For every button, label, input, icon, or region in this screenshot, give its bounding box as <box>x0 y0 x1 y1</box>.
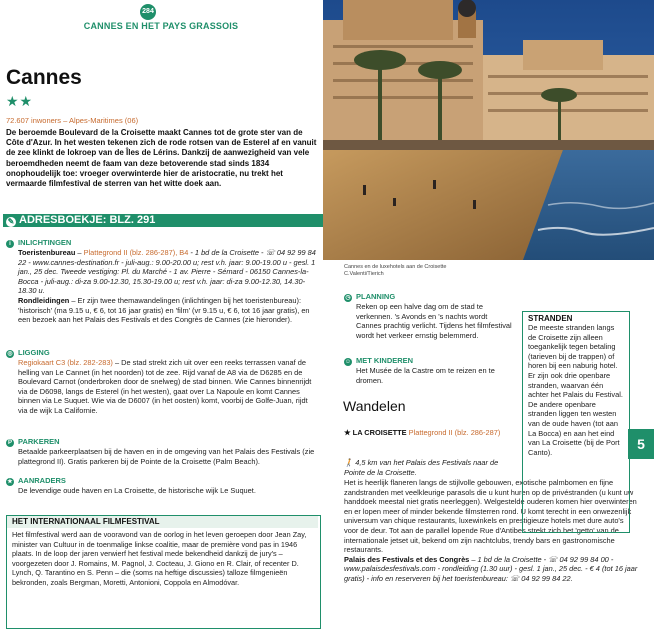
palais-details: – 1 bd de la Croisette - ☏ 04 92 99 84 00 - www.palaisdesfestivals.com - rondleiding (1.30 uur) - gesl. 1 jan., 25 dec. - € 4 (tot 16 jaar gratis) - info en reserveren bij het toeristenbureau: ☏ 04 92 99 84 22. <box>344 554 638 583</box>
la-croisette-subheading <box>344 428 514 438</box>
stranden-heading: STRANDEN <box>528 314 573 323</box>
photo-credit: C.Valenti/Tierich <box>344 270 384 277</box>
page-title: Cannes <box>6 66 82 89</box>
wandelen-text: Het is heerlijk flaneren langs de stijlvolle gebouwen, exotische palmbomen en fijne zandstranden met veelkleurige parasols die u kunt huren op de privéstranden (u kunt uw handdoek meestal niet gratis neerleggen). Welgestelde ouderen komen hier overwinteren en er lopen meer of minder bekende filmsterren rond. U komt terecht in een onwezenlijk universum van chique restaurants, luxewinkels en prestigieuze hotels met dure auto's voor de deur. Tot aan de parallel lopende Rue d'Antibes strekt zich het 'getto' van de internationale jetset uit, bekend om zijn nachtclubs, trendy bars en gastronomische restaurants. <box>344 478 637 555</box>
region-title: CANNES EN HET PAYS GRASSOIS <box>83 21 239 31</box>
toeristenbureau-text: Toeristenbureau – Plattegrond II (blz. 286-287), B4 - 1 bd de la Croisette - ☏ 04 92 99 84 22 - www.cannes-destination.fr - juli-aug.: 9.00-20.00 u; rest v.h. jaar: 9.00-19.00 u - gesl. 1 jan., 25 dec. Tweede vestiging: Pl. du Marché - 1 av. Pierre - Sémard - 06150 Cannes-la-Bocca - juli-aug.: di-za 9.00-12.30, 15.30-19.00 u; rest v.h. jaar: di-za 9.00-12.30, 14.30-18.30 u. <box>18 248 316 296</box>
la-croisette-map-link[interactable]: Plattegrond II (blz. 286-287) <box>406 428 501 437</box>
children-icon: ☺ <box>344 359 352 365</box>
inlichtingen-section <box>6 238 319 325</box>
location-icon: ◎ <box>7 351 13 357</box>
address-book-icon: ✎ <box>7 217 15 226</box>
page-number-badge: 284 <box>140 4 156 20</box>
ligging-text <box>6 358 319 416</box>
stranden-text: De meeste stranden langs de Croisette zijn alleen toegankelijk tegen betaling (tarieven bij de trappen) of horen bij een naburig hotel. Er zijn ook drie openbare stranden, waarvan één achter het Palais du Festival. De andere openbare stranden liggen ten westen van de oude haven (tot aan La Bocca) en aan het eind van La Croisette (bij de Port Canto). <box>528 323 623 457</box>
met-kinderen-text: Het Musée de la Castre om te reizen en te dromen. <box>356 366 495 385</box>
planning-heading: PLANNING <box>356 292 396 301</box>
ligging-heading: LIGGING <box>18 348 50 357</box>
met-kinderen-heading: MET KINDEREN <box>356 356 414 365</box>
address-book-bar <box>3 214 323 227</box>
ligging-map-link[interactable]: Regiokaart C3 (blz. 282-283) <box>18 358 113 367</box>
la-croisette-title: ★ LA CROISETTE <box>344 428 407 437</box>
walk-icon: 🚶 <box>344 458 354 467</box>
aanraders-section <box>6 476 319 496</box>
aanraders-text: De levendige oude haven en La Croisette, de historische wijk Le Suquet. <box>18 486 256 495</box>
filmfestival-text: Het filmfestival werd aan de vooravond van de oorlog in het leven geroepen door Jean Zay, minister van Cultuur in de toenmalige linkse coalitie, maar de première vond pas in 1946 plaats. In de loop der jaren verwierf het festival mede bekendheid dankzij de jury's – voorgezeten door J. Romains, M. Pagnol, J. Cocteau, J. Giono en R. Clair, of recenter D. Lynch, Q. Tarantino en S. Penn – die (soms na heftige discussies) talloze filmgenieën bekronden, zoals Bergman, Moretti, Antonioni, Coppola en Almodóvar. <box>12 530 307 587</box>
ligging-details: – De stad strekt zich uit over een reeks terrassen vanaf de helling van Le Cannet (in het noorden) tot de zee. Rijd vanaf de A8 via de D6285 en de Boulevard Carnot (onderbroken door de snelweg) de stad binnen. Wie Cannes binnenrijdt via de D6098, langs de Esterel (in het westen), gaat over La Napoule en komt Cannes binnen via Le Suquet. Wie via de D6007 (in het oosten) komt, voorbij de Golfe-Juan, rijdt via de wijk La Californie. <box>18 358 312 415</box>
photo-caption-text: Cannes en de luxehotels aan de Croisette <box>344 264 447 270</box>
info-icon: i <box>6 240 14 248</box>
palais-label: Palais des Festivals et des Congrès <box>344 554 470 564</box>
cannes-photo <box>323 0 654 260</box>
planning-text: Reken op een halve dag om de stad te verkennen. 's Avonds en 's nachts wordt Cannes prachtig verlicht. Tijdens het filmfestival wordt het verkeer ernstig belemmerd. <box>356 302 512 340</box>
chapter-tab[interactable]: 5 <box>628 429 654 459</box>
met-kinderen-section <box>344 356 514 385</box>
rondleidingen-details: – Er zijn twee themawandelingen (inlichtingen bij het toeristenbureau): 'historisch' (ma 9.15 u, € 6, tot 16 jaar gratis) en 'film' (vr 9.15 u, € 6, tot 16 jaar gratis), en een bezoek aan het Palais des Festivals et des Congrès de Cannes (zie hieronder). <box>18 295 310 325</box>
intro-paragraph: De beroemde Boulevard de la Croisette maakt Cannes tot de grote ster van de Côte d'Azur. In het westen tekenen zich de rode rotsen van de Esterel af en vanuit de zee klinkt de lokroep van de Îles de Lérins. Dankzij de aanwezigheid van vele beroemdheden neemt de faam van deze betoverende stad sinds 1834 onophoudelijk toe: vroeger overwinterde hier de aristocratie, nu trekt het vermaarde filmfestival de sterren van het witte doek aan. <box>6 128 317 189</box>
filmfestival-heading: HET INTERNATIONAAL FILMFESTIVAL <box>7 516 318 528</box>
inlichtingen-heading: INLICHTINGEN <box>18 238 72 247</box>
parkeren-section <box>6 437 319 466</box>
parking-icon: P <box>7 440 12 446</box>
parkeren-heading: PARKEREN <box>18 437 60 446</box>
address-book-label: ADRESBOEKJE: BLZ. 291 <box>19 214 156 226</box>
planning-section <box>344 292 514 340</box>
toeristenbureau-label: Toeristenbureau <box>18 248 76 257</box>
ligging-section <box>6 348 319 416</box>
clock-icon: ◷ <box>345 295 351 301</box>
cannes-photo-drawing <box>323 0 654 260</box>
walk-distance-text: 4,5 km van het Palais des Festivals naar de Pointe de la Croisette. <box>344 458 499 477</box>
walk-distance <box>344 458 514 477</box>
stranden-section <box>528 314 624 457</box>
rondleidingen-label: Rondleidingen <box>18 295 70 305</box>
recommend-icon: ★ <box>7 479 13 485</box>
aanraders-heading: AANRADERS <box>18 476 66 485</box>
city-meta: 72.607 inwoners – Alpes-Maritimes (06) <box>6 116 139 125</box>
parkeren-text: Betaalde parkeerplaatsen bij de haven en in de omgeving van het Palais des Festivals (zie plattegrond II). Gratis parkeren bij de Pointe de la Croisette (Palm Beach). <box>18 447 315 466</box>
toeristenbureau-map-link[interactable]: Plattegrond II (blz. 286-287), B4 <box>83 248 189 257</box>
wandelen-heading: Wandelen <box>343 398 406 414</box>
rondleidingen-text <box>6 296 319 325</box>
toeristenbureau-details: - 1 bd de la Croisette - ☏ 04 92 99 84 22 - www.cannes-destination.fr - juli-aug.: 9.00-20.00 u; rest v.h. jaar: 9.00-19.00 u - gesl. 1 jan., 25 dec. Tweede vestiging: Pl. du Marché - 1 av. Pierre - Sémard - 06150 Cannes-la-Bocca - juli-aug.: di-za 9.00-12.30, 15.30-19.00 u; rest v.h. jaar: di-za 9.00-12.30, 14.30-18.30 u. <box>18 248 316 296</box>
photo-caption <box>344 264 446 277</box>
rating-stars: ★★ <box>6 93 34 109</box>
